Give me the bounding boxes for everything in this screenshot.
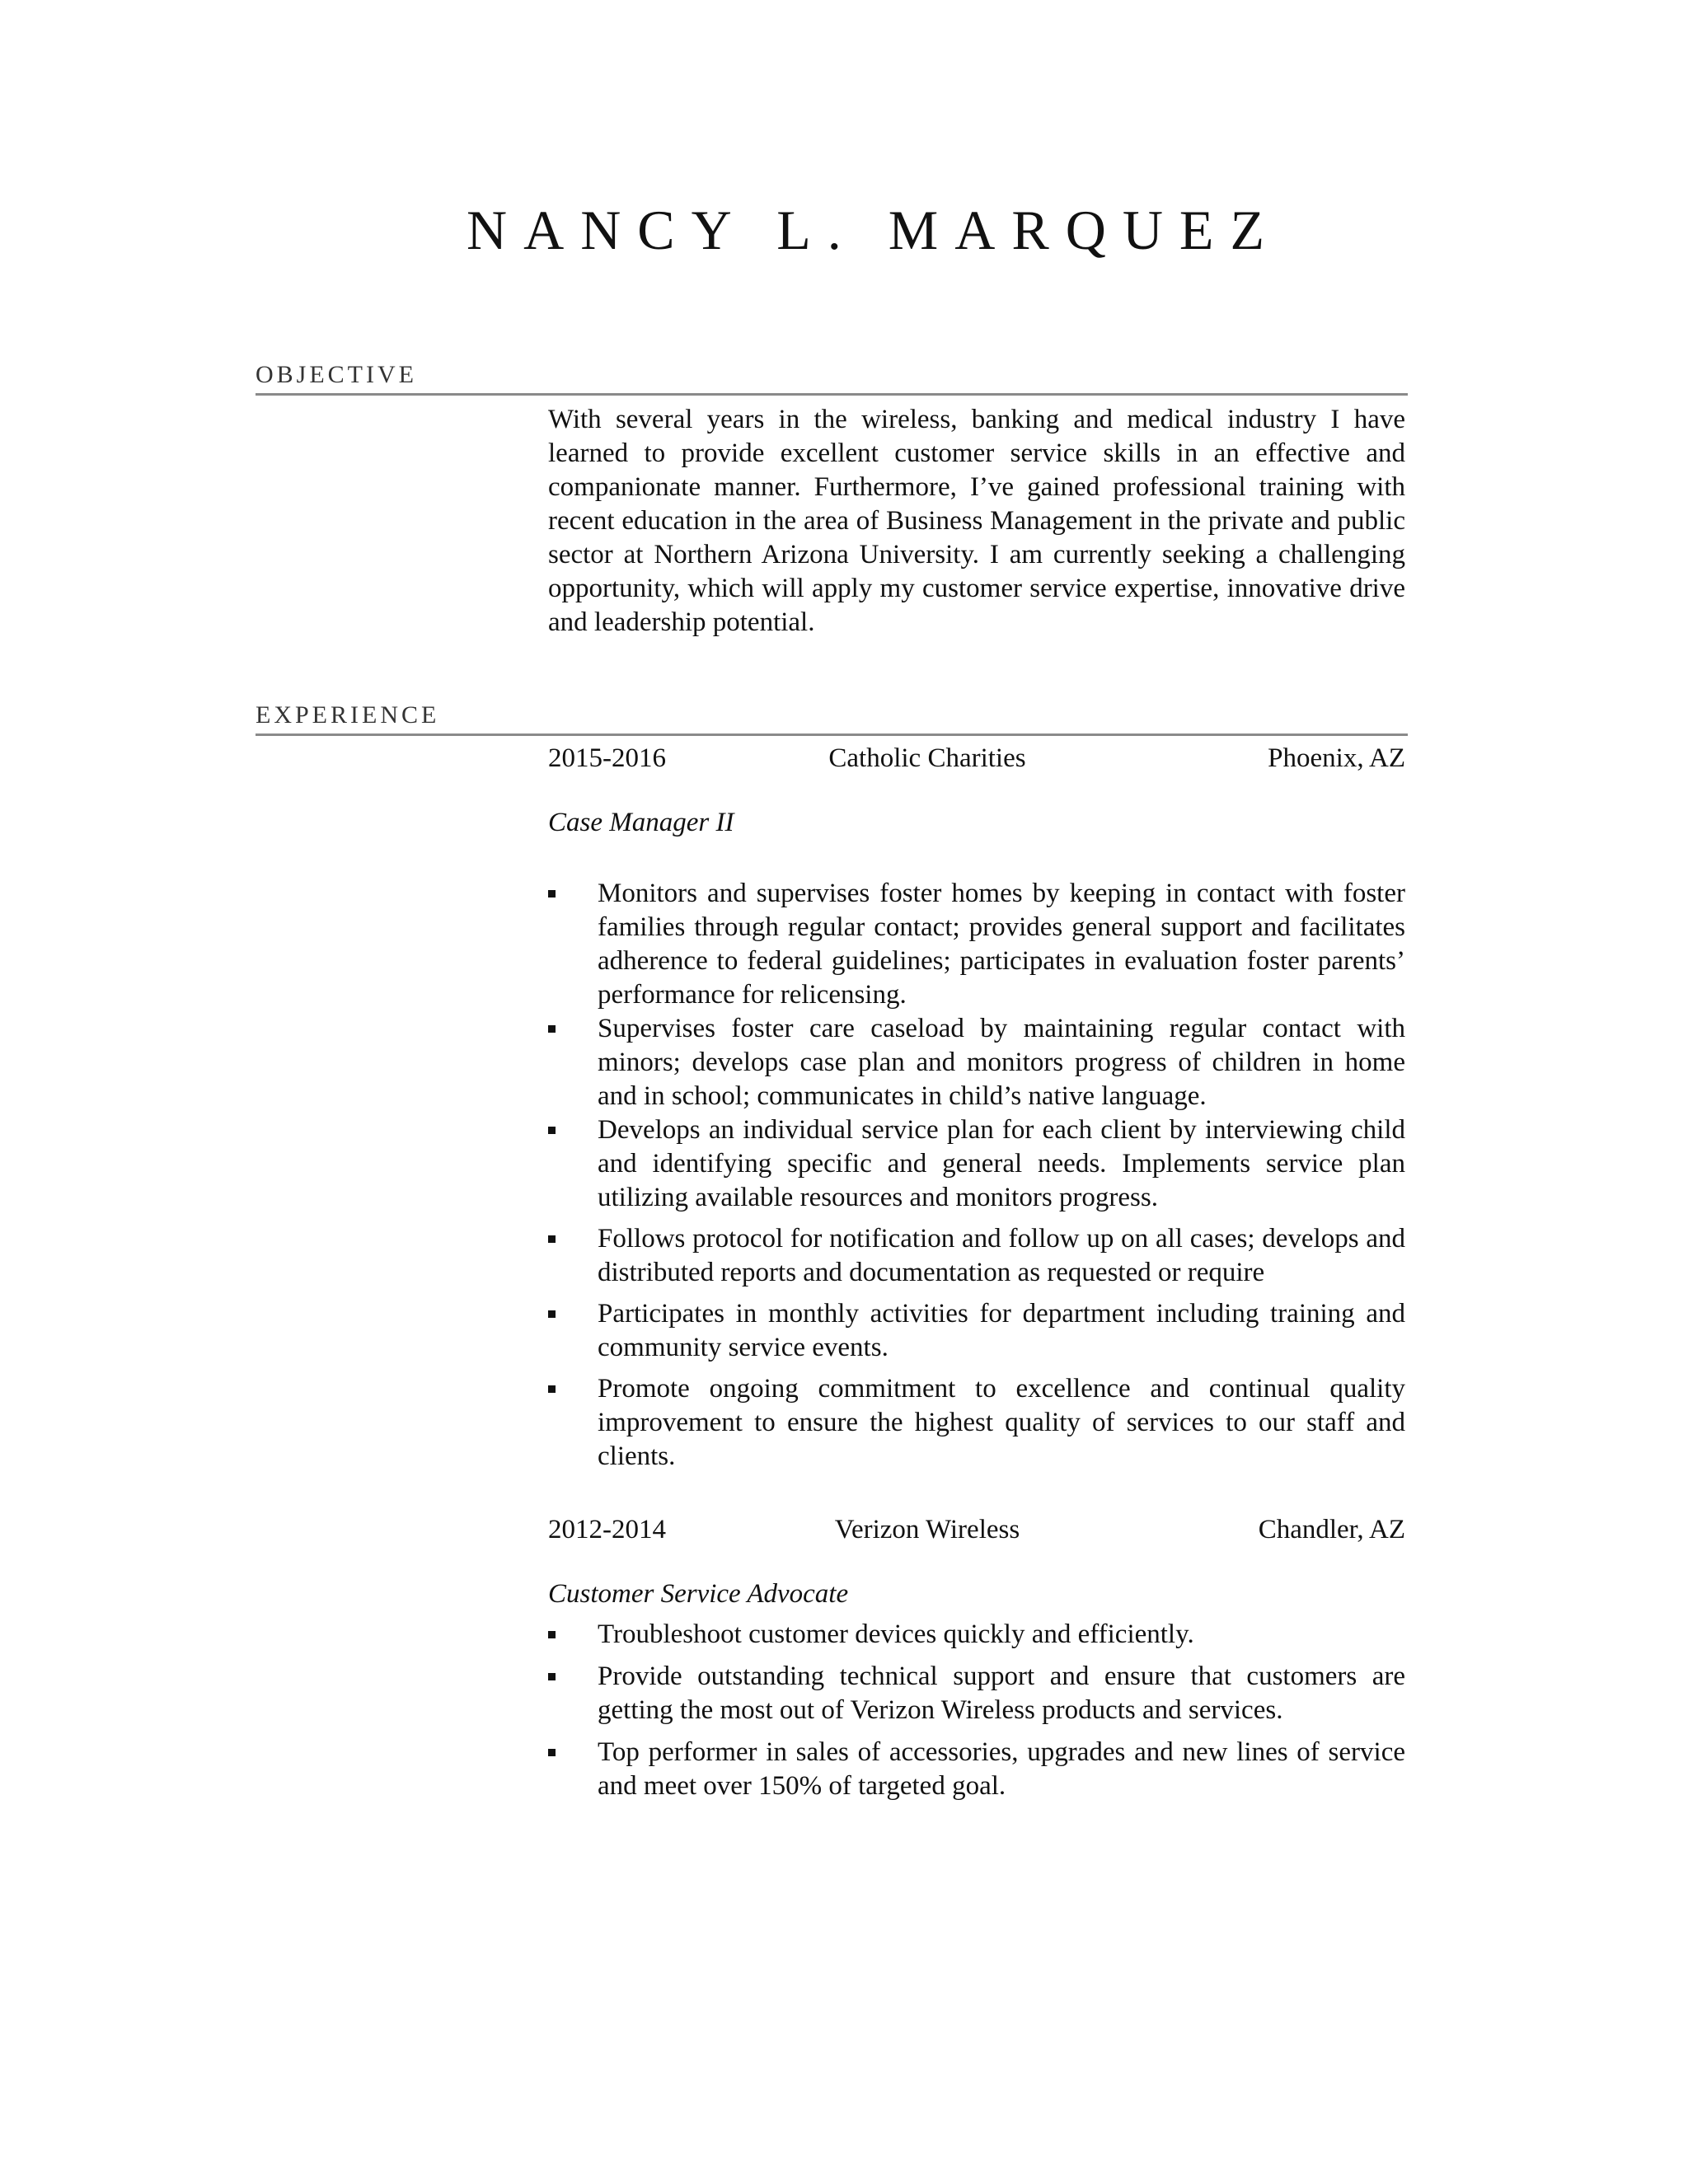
job-duties-list [548, 877, 1405, 1474]
objective-section [548, 403, 1405, 640]
list-item [548, 1736, 1405, 1803]
list-item [548, 1113, 1405, 1215]
list-item [548, 877, 1405, 1012]
applicant-name: NANCY L. MARQUEZ [466, 199, 1281, 261]
duty-text: Develops an individual service plan for each client by interviewing child and identifying specific and general needs. Implements service plan utilizing available resources and monitors progress. [598, 1115, 1405, 1212]
job-years: 2015-2016 [548, 743, 666, 773]
job-duties-list [548, 1618, 1405, 1803]
job-header [548, 742, 1405, 776]
bullet-marker [548, 1235, 556, 1243]
bullet-marker [548, 1025, 556, 1033]
job-location: Chandler, AZ [1258, 1515, 1405, 1544]
bullet-marker [548, 1631, 556, 1638]
experience-heading: EXPERIENCE [256, 701, 1408, 736]
list-item [548, 1297, 1405, 1365]
job-location: Phoenix, AZ [1268, 743, 1405, 773]
bullet-marker [548, 1127, 556, 1134]
bullet-marker [548, 1749, 556, 1756]
list-item [548, 1618, 1405, 1652]
duty-text: Monitors and supervises foster homes by keeping in contact with foster families through regular contact; provides general support and facilitates adherence to federal guidelines; participates in evaluation foster parents’ performance for relicensing. [598, 879, 1405, 1010]
objective-text: With several years in the wireless, banking and medical industry I have learned to provide excellent customer service skills in an effective and companionate manner. Furthermore, I’ve gained professional training with recent education in the area of Business Management in the private and public sector at Northern Arizona University. I am currently seeking a challenging opportunity, which will apply my customer service expertise, innovative drive and leadership potential. [548, 405, 1405, 637]
job-title: Customer Service Advocate [548, 1579, 849, 1609]
duty-text: Top performer in sales of accessories, upgrades and new lines of service and meet over 150% of targeted goal. [598, 1737, 1405, 1801]
list-item [548, 1660, 1405, 1727]
list-item [548, 1372, 1405, 1474]
job-entry [548, 742, 1405, 1474]
duty-text: Supervises foster care caseload by maintaining regular contact with minors; develops case plan and monitors progress of children in home and in school; communicates in child’s native language. [598, 1014, 1405, 1111]
duty-text: Participates in monthly activities for department including training and community service events. [598, 1299, 1405, 1362]
bullet-marker [548, 890, 556, 898]
job-entry [548, 1513, 1405, 1803]
list-item [548, 1012, 1405, 1113]
duty-text: Promote ongoing commitment to excellence and continual quality improvement to ensure the highest quality of services to our staff and clients. [598, 1374, 1405, 1471]
duty-text: Troubleshoot customer devices quickly and efficiently. [598, 1619, 1194, 1649]
bullet-marker [548, 1673, 556, 1680]
duty-text: Follows protocol for notification and follow up on all cases; develops and distributed reports and documentation as requested or require [598, 1224, 1405, 1287]
job-years: 2012-2014 [548, 1515, 666, 1544]
list-item [548, 1222, 1405, 1290]
job-title: Case Manager II [548, 808, 734, 837]
bullet-marker [548, 1385, 556, 1393]
job-employer: Catholic Charities [828, 743, 1026, 773]
duty-text: Provide outstanding technical support and ensure that customers are getting the most out of Verizon Wireless products and services. [598, 1661, 1405, 1725]
bullet-marker [548, 1310, 556, 1318]
objective-heading: OBJECTIVE [256, 360, 1408, 396]
job-employer: Verizon Wireless [834, 1515, 1020, 1544]
job-header [548, 1513, 1405, 1547]
